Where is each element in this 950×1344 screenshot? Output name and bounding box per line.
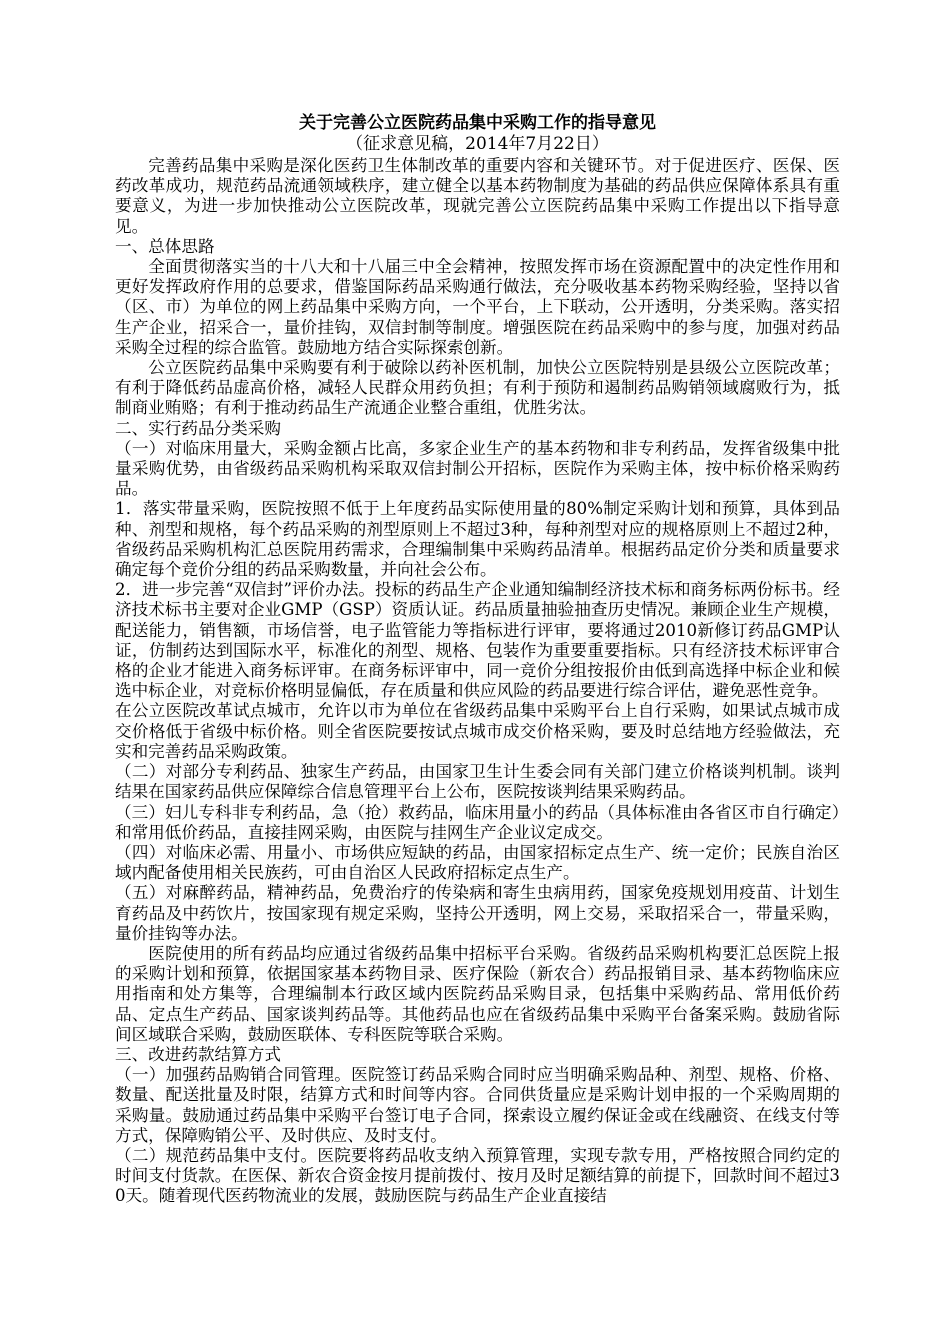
document-title: 关于完善公立医院药品集中采购工作的指导意见 (299, 113, 656, 133)
section-heading-3: 三、改进药款结算方式 (115, 1044, 281, 1064)
section1-paragraph-1: 全面贯彻落实当的十八大和十八届三中全会精神，按照发挥市场在资源配置中的决定性作用和更好发挥政府作用的总要求，借鉴国际药品采购通行做法，充分吸收基本药物采购经验，坚持以省（区、市）为单位的网上药品集中采购方向，一个平台，上下联动，公开透明，分类采购。落实招生产企业，招采合一，量价挂钩，双信封制等制度。增强医院在药品采购中的参与度，加强对药品采购全过程的综合监管。鼓励地方结合实际探索创新。 (115, 257, 840, 357)
section2-paragraph-2: 1．落实带量采购，医院按照不低于上年度药品实际使用量的80%制定采购计划和预算，具体到品种、剂型和规格，每个药品采购的剂型原则上不超过3种，每种剂型对应的规格原则上不超过2种，省级药品采购机构汇总医院用药需求，合理编制集中采购药品清单。根据药品定价分类和质量要求确定每个竞价分组的药品采购数量，并向社会公布。 (115, 499, 840, 580)
section1-paragraph-2: 公立医院药品集中采购要有利于破除以药补医机制，加快公立医院特别是县级公立医院改革；有利于降低药品虚高价格，减轻人民群众用药负担；有利于预防和遏制药品购销领域腐败行为，抵制商业贿赂；有利于推动药品生产流通企业整合重组，优胜劣汰。 (115, 358, 840, 418)
section2-paragraph-9: 医院使用的所有药品均应通过省级药品集中招标平台采购。省级药品采购机构要汇总医院上报的采购计划和预算，依据国家基本药物目录、医疗保险（新农合）药品报销目录、基本药物临床应用指南和处方集等，合理编制本行政区域内医院药品采购目录，包括集中采购药品、常用低价药品、定点生产药品、国家谈判药品等。其他药品也应在省级药品集中采购平台备案采购。鼓励省际间区域联合采购，鼓励医联体、专科医院等联合采购。 (115, 943, 840, 1044)
document-subtitle: （征求意见稿，2014年7月22日） (346, 134, 609, 154)
section2-paragraph-4: 在公立医院改革试点城市，允许以市为单位在省级药品集中采购平台上自行采购，如果试点城市成交价格低于省级中标价格。则全省医院要按试点城市成交价格采购，要及时总结地方经验做法，充实和完善药品采购政策。 (115, 701, 840, 761)
section-heading-2: 二、实行药品分类采购 (115, 418, 281, 438)
section-heading-1: 一、总体思路 (115, 236, 215, 256)
section2-paragraph-6: （三）妇儿专科非专利药品，急（抢）救药品，临床用量小的药品（具体标准由各省区市自行确定）和常用低价药品，直接挂网采购，由医院与挂网生产企业议定成交。 (115, 802, 840, 842)
intro-paragraph: 完善药品集中采购是深化医药卫生体制改革的重要内容和关键环节。对于促进医疗、医保、医药改革成功，规范药品流通领域秩序，建立健全以基本药物制度为基础的药品供应保障体系具有重要意义，为进一步加快推动公立医院改革，现就完善公立医院药品集中采购工作提出以下指导意见。 (115, 156, 840, 236)
section2-paragraph-5: （二）对部分专利药品、独家生产药品，由国家卫生计生委会同有关部门建立价格谈判机制。谈判结果在国家药品供应保障综合信息管理平台上公布，医院按谈判结果采购药品。 (115, 762, 840, 802)
document-page (115, 112, 840, 1207)
section3-paragraph-1: （一）加强药品购销合同管理。医院签订药品采购合同时应当明确采购品种、剂型、规格、价格、数量、配送批量及时限，结算方式和时间等内容。合同供货量应是采购计划申报的一个采购周期的采购量。鼓励通过药品集中采购平台签订电子合同，探索设立履约保证金或在线融资、在线支付等方式，保障购销公平、及时供应、及时支付。 (115, 1065, 840, 1145)
section3-paragraph-2: （二）规范药品集中支付。医院要将药品收支纳入预算管理，实现专款专用，严格按照合同约定的时间支付货款。在医保、新农合资金按月提前拨付、按月及时足额结算的前提下，回款时间不超过30天。随着现代医药物流业的发展，鼓励医院与药品生产企业直接结 (115, 1145, 840, 1206)
section2-paragraph-1: （一）对临床用量大，采购金额占比高，多家企业生产的基本药物和非专利药品，发挥省级集中批量采购优势，由省级药品采购机构采取双信封制公开招标，医院作为采购主体，按中标价格采购药品。 (115, 438, 840, 499)
section2-paragraph-7: （四）对临床必需、用量小、市场供应短缺的药品，由国家招标定点生产、统一定价；民族自治区域内配备使用相关民族药，可由自治区人民政府招标定点生产。 (115, 842, 840, 883)
section2-paragraph-3: 2．进一步完善“双信封”评价办法。投标的药品生产企业通知编制经济技术标和商务标两份标书。经济技术标书主要对企业GMP（GSP）资质认证。药品质量抽验抽查历史情况。兼顾企业生产规模，配送能力，销售额，市场信誉，电子监管能力等指标进行评审，要将通过2010新修订药品GMP认证，仿制药达到国际水平，标准化的剂型、规格、包装作为重要重要指标。只有经济技术标评审合格的企业才能进入商务标评审。在商务标评审中，同一竞价分组按报价由低到高选择中标企业和候选中标企业，对竞标价格明显偏低，存在质量和供应风险的药品要进行综合评估，避免恶性竞争。 (115, 580, 840, 701)
section2-paragraph-8: （五）对麻醉药品，精神药品，免费治疗的传染病和寄生虫病用药，国家免疫规划用疫苗、计划生育药品及中药饮片，按国家现有规定采购，坚持公开透明，网上交易，采取招采合一，带量采购，量价挂钩等办法。 (115, 883, 840, 943)
